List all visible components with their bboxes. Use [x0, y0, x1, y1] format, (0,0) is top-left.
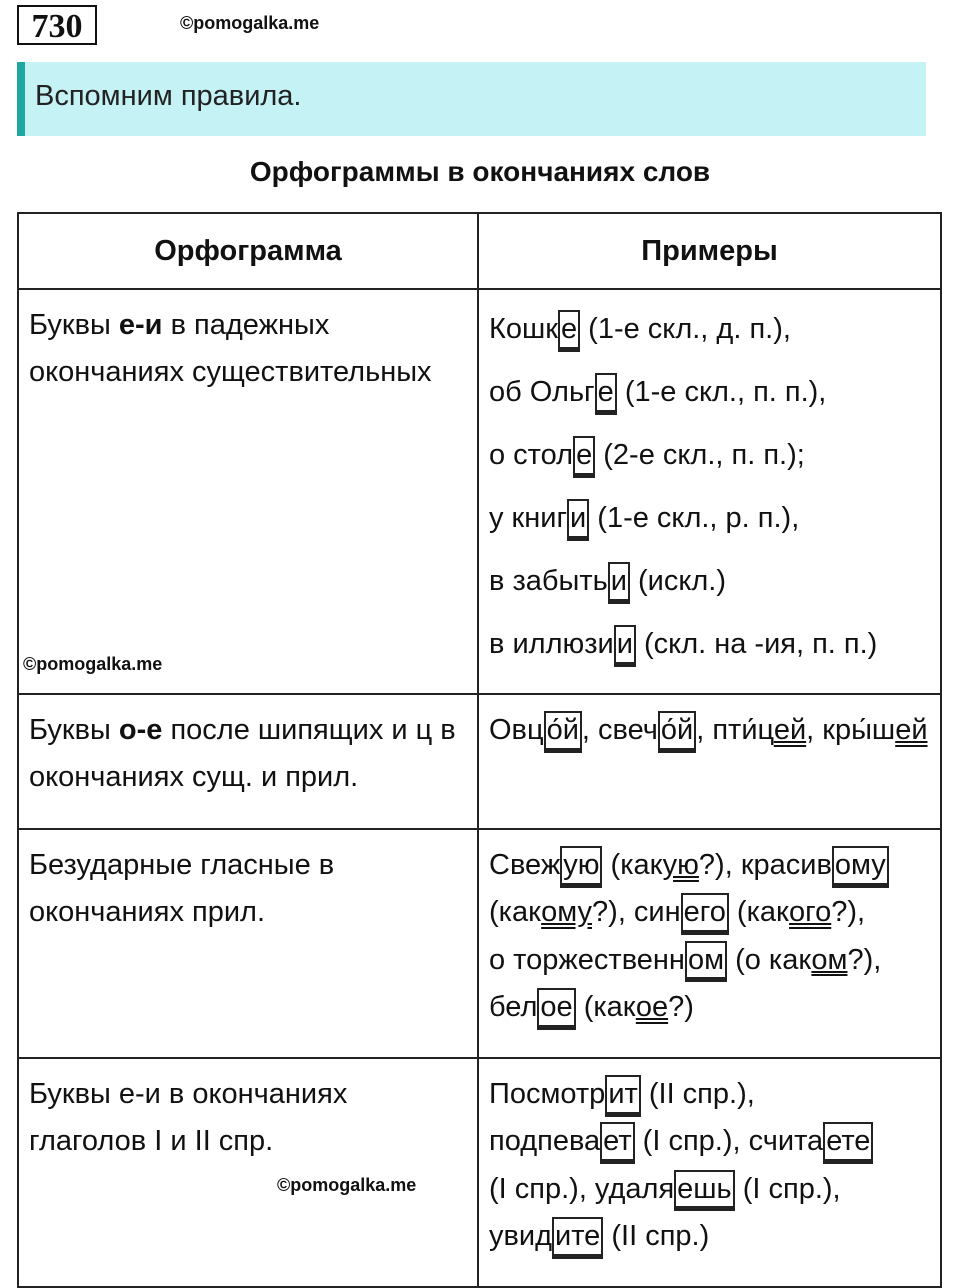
- examples-cell: Посмотр ит (II спр.), подпева ет (I спр.), счита ете (I спр.), удаля ешь (I спр.), увид ите (II спр.): [478, 1058, 941, 1287]
- rule-cell: [18, 1058, 478, 1287]
- ending-underline: ого: [789, 896, 832, 929]
- watermark-cell: ©pomogalka.me: [277, 1175, 417, 1195]
- watermark-top: ©pomogalka.me: [180, 13, 320, 33]
- banner: [17, 62, 926, 136]
- banner-text: Вспомним правила.: [35, 80, 302, 112]
- table-title: Орфограммы в окончаниях слов: [249, 156, 711, 187]
- ending-box: ет: [600, 1122, 634, 1164]
- example-line: об Ольг е (1-е скл., п. п.),: [489, 361, 930, 424]
- ending-box: ое: [537, 988, 575, 1030]
- examples-cell: [478, 289, 941, 694]
- example-line: у книг и (1-е скл., р. п.),: [489, 487, 930, 550]
- ending-underline: ом: [811, 943, 848, 976]
- ending-underline: ое: [635, 990, 669, 1023]
- ending-box: ите: [552, 1217, 603, 1259]
- table-row: [18, 829, 941, 1058]
- ending-box: ую: [560, 846, 602, 888]
- ending-underline: ую: [662, 849, 699, 881]
- ending-box: ит: [605, 1075, 640, 1117]
- example-line: Кошк е (1-е скл., д. п.),: [489, 298, 930, 361]
- table-row: [18, 289, 941, 694]
- rule-bold: е-и: [118, 309, 163, 341]
- ending-box: о́й: [658, 711, 696, 753]
- ending-box: ом: [685, 941, 727, 983]
- ending-box: его: [681, 893, 729, 935]
- rule-cell: Буквы о-е после шипящих и ц в окончаниях сущ. и прил.: [18, 694, 478, 829]
- ending-underline: ей: [773, 714, 807, 746]
- ending-box: и: [567, 499, 589, 541]
- table-row: [18, 1058, 941, 1287]
- rule-text: в падежных окончаниях существительных: [29, 309, 432, 389]
- rule-text: Буквы: [29, 309, 119, 341]
- ending-box: и: [614, 625, 636, 667]
- rule-text: Безударные гласные в окончаниях прил.: [29, 849, 335, 929]
- table-row: [18, 694, 941, 829]
- exercise-number: 730: [17, 5, 97, 45]
- rules-table: [17, 212, 942, 1288]
- examples-cell: Овц о́й , свеч о́й , пти́цей, кры́шей: [478, 694, 941, 829]
- table-header-row: [18, 213, 941, 289]
- ending-box: е: [595, 373, 617, 415]
- ending-box: ешь: [674, 1170, 735, 1212]
- ending-box: е: [558, 310, 580, 352]
- ending-underline: ей: [895, 714, 928, 746]
- examples-cell: Свеж ую (какую?), красив ому (какому?), син его (какого?), о торжественн ом (о каком?), бел ое (какое?): [478, 829, 941, 1058]
- example-line: в забыть и (искл.): [489, 550, 930, 613]
- example-line: в иллюзи и (скл. на -ия, п. п.): [489, 613, 930, 676]
- rule-cell: [18, 289, 478, 694]
- ending-box: о́й: [544, 711, 582, 753]
- ending-underline: ому: [541, 896, 593, 929]
- rule-cell: [18, 829, 478, 1058]
- rule-bold: о-е: [118, 714, 163, 746]
- rule-text: Буквы е-и в окончаниях глаголов I и II спр.: [29, 1078, 348, 1158]
- example-line: о стол е (2-е скл., п. п.);: [489, 424, 930, 487]
- watermark-cell: ©pomogalka.me: [23, 653, 163, 674]
- ending-box: и: [608, 562, 630, 604]
- header-rule: Орфограмма: [18, 213, 478, 289]
- ending-box: ому: [832, 846, 889, 888]
- ending-box: ете: [823, 1122, 873, 1164]
- ending-box: е: [573, 436, 595, 478]
- header-examples: Примеры: [478, 213, 941, 289]
